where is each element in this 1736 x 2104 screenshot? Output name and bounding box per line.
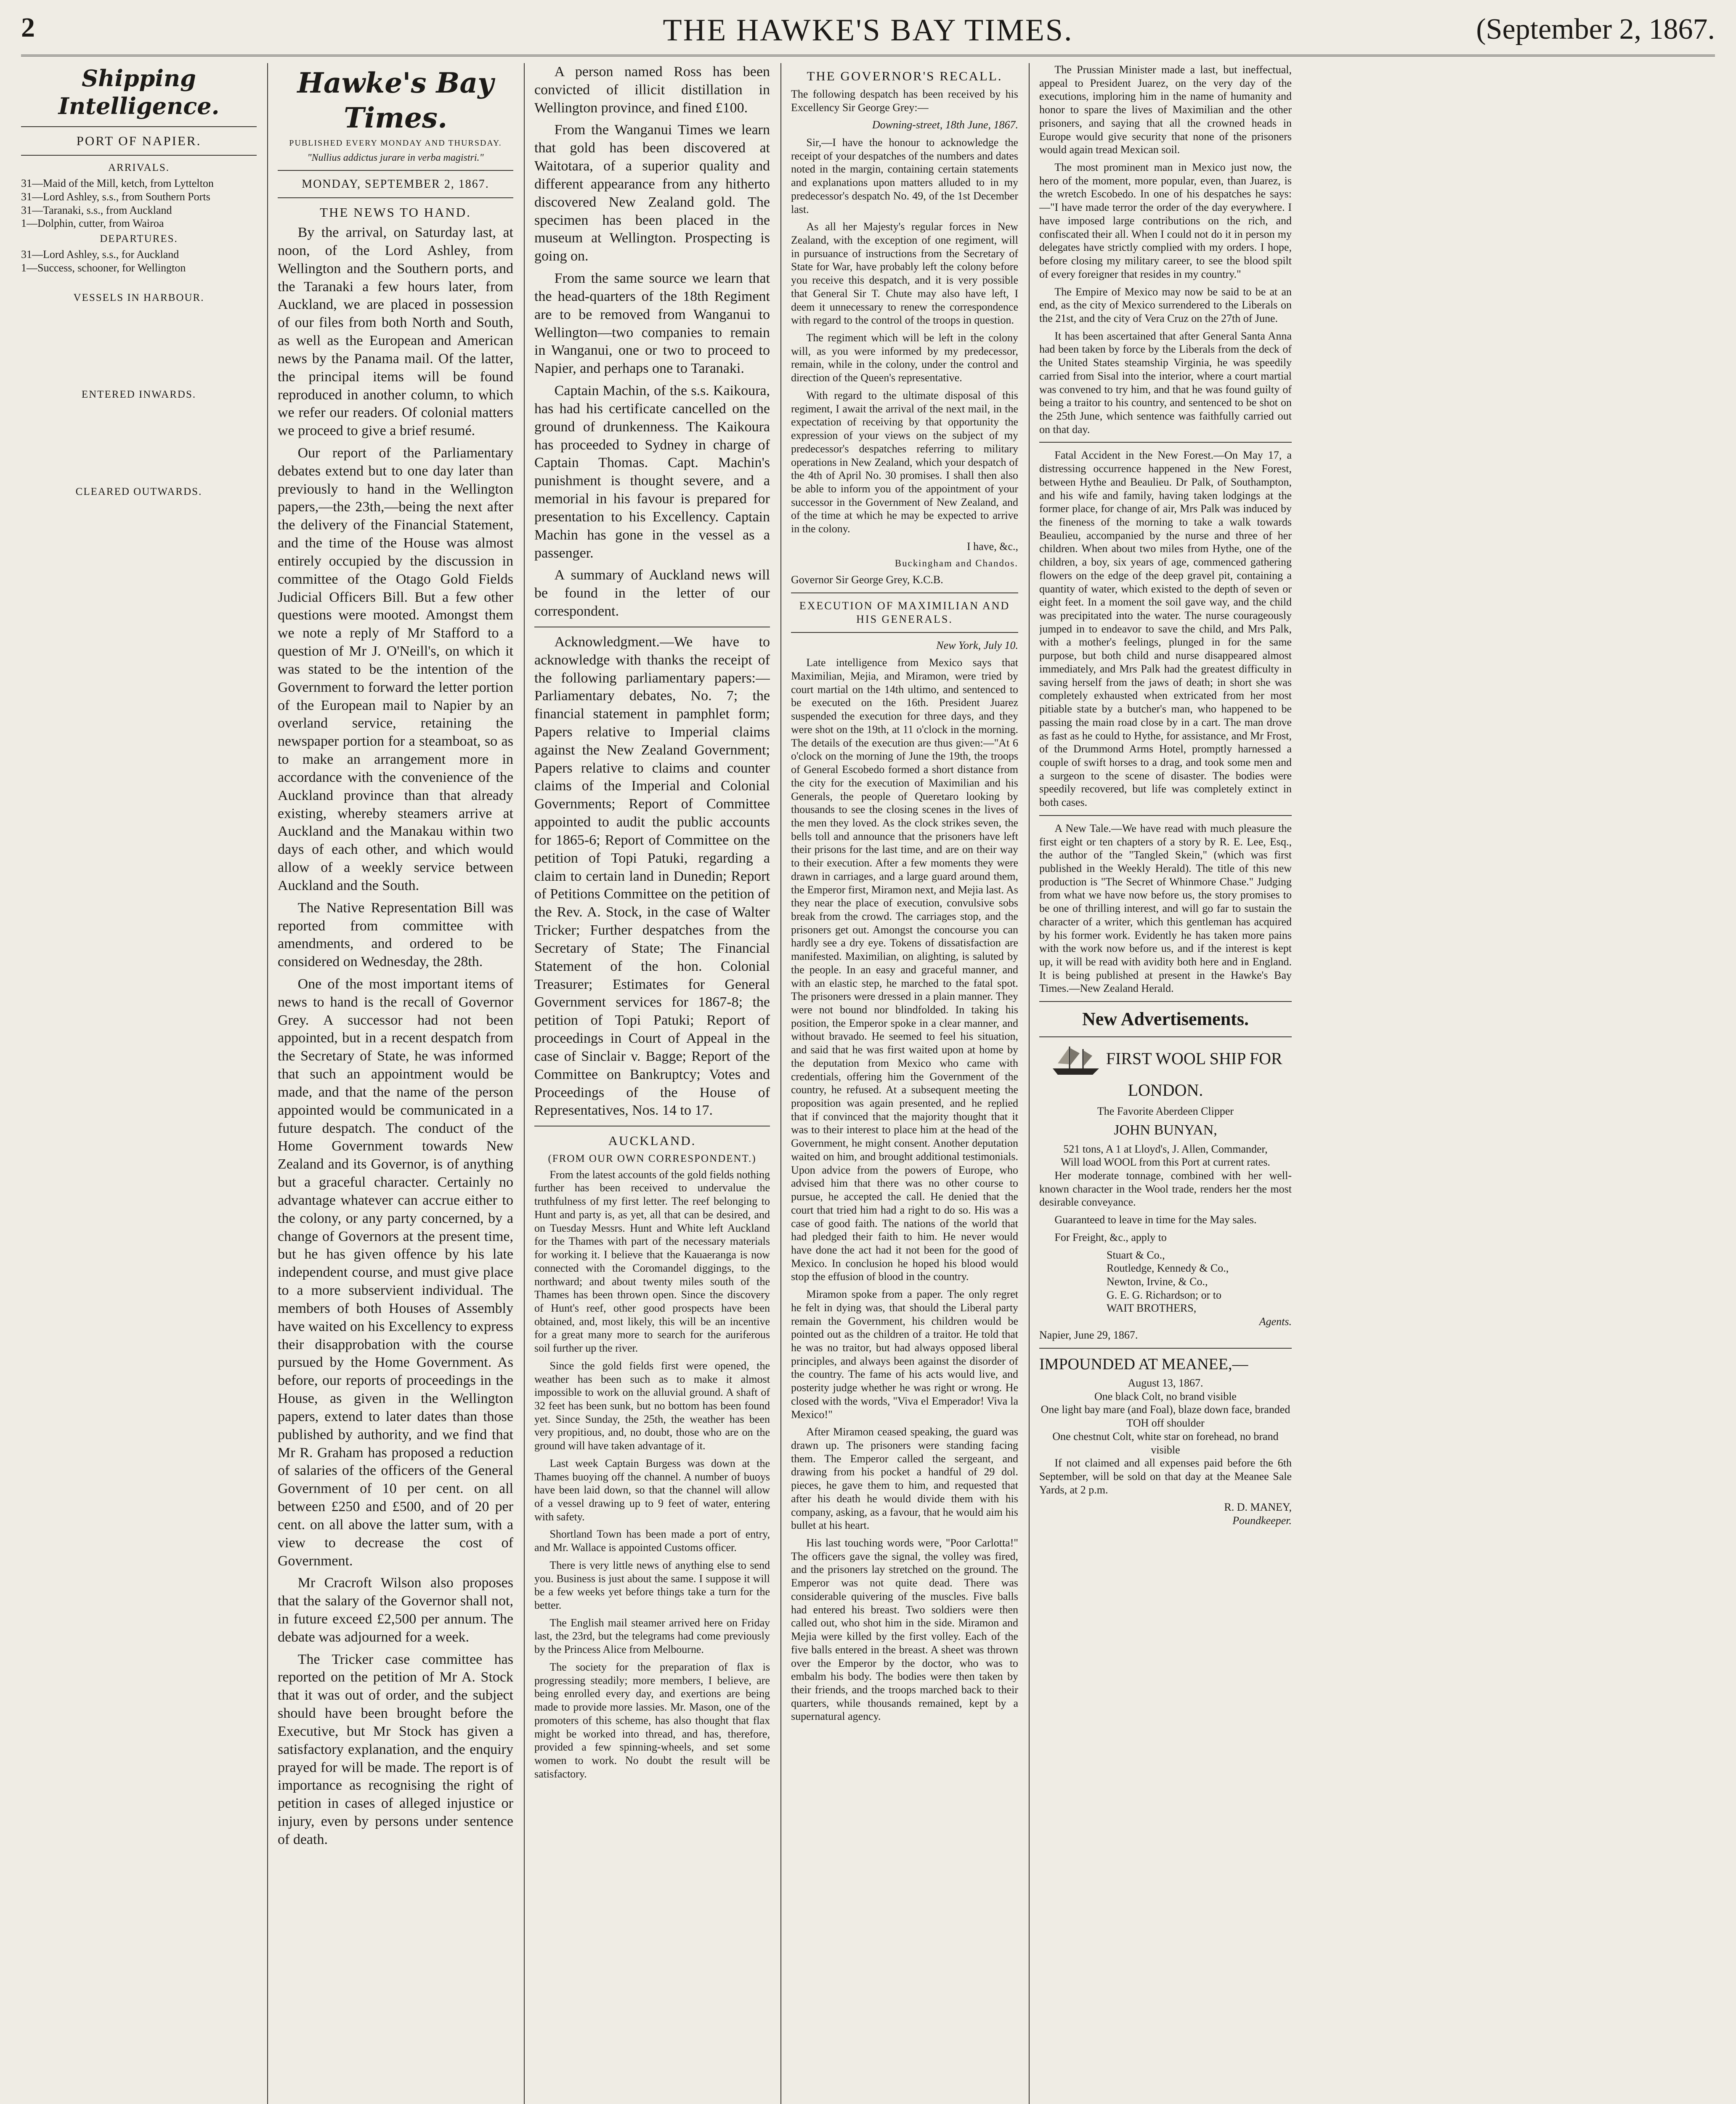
auckland-heading: AUCKLAND. (608, 1133, 696, 1148)
editorial-column (278, 63, 513, 2104)
agents-list (1039, 1249, 1292, 1315)
recall-dateline: Downing-street, 18th June, 1867. (872, 119, 1018, 131)
editorial-paragraph: From the same source we learn that the head-quarters of the 18th Regiment are to be removed from Wanganui to Wellington—two companies to remain in Wanganui, one or two to proceed to Napier, and perhaps one to Taranaki. (534, 271, 770, 377)
departure-entry: 1—Success, schooner, for Wellington (21, 262, 186, 274)
editorial-paragraph: By the arrival, on Saturday last, at noon, of the Lord Ashley, from Wellington and the Southern ports, and the Taranaki a few hours later, from Auckland, we are placed in possession of our files from both North and South, as well as the European and American news by the Panama mail. Of the latter, the principal items will be found reproduced in another column, to which we refer our readers. Of colonial matters we proceed to give a brief resumé. (278, 225, 513, 439)
impounded-date: August 13, 1867. (1128, 1376, 1203, 1389)
auckland-paragraph: Since the gold fields first were opened, the weather has been such as to make it almost impossible to work on the alluvial ground. A shaft of 32 feet has been sunk, but no bottom has been found yet. Since Sunday, the 25th, the weather has been very propitious, and, no doubt, those who are on the ground will have taken advantage of it. (534, 1359, 770, 1452)
issue-date: (September 2, 1867. (1476, 13, 1715, 45)
editorial-paragraph: Mr Cracroft Wilson also proposes that the salary of the Governor shall not, in future exceed £2,500 per annum. The debate was adjourned for a week. (278, 1575, 513, 1645)
ship-name: JOHN BUNYAN, (1114, 1122, 1217, 1138)
departures-heading: DEPARTURES. (100, 233, 178, 244)
ship-guarantee: Guaranteed to leave in time for the May sales. (1054, 1214, 1257, 1226)
ship-subtitle: The Favorite Aberdeen Clipper (1097, 1105, 1234, 1118)
new-tale-notice: A New Tale.—We have read with much pleasure the first eight or ten chapters of a story by R. E. Lee, Esq., the author of the "Tangled Skein," (which was first published in the Weekly Herald). The title of this new production is "The Secret of Whinmore Chase." Judging from what we have now before us, the story promises to be one of thrilling interest, and will go far to sustain the character of a writer, which this gentleman has acquired by his former work. Evidently he has taken more pains with the work now before us, and if the interest is kept up, it will be read with avidity both here and in England. It is being published at present in the Hawke's Bay Times.—New Zealand Herald. (1039, 822, 1292, 995)
new-ads-heading: New Advertisements. (1082, 1009, 1249, 1030)
editorial-text (278, 224, 513, 1849)
impounded-animal: One chestnut Colt, white star on forehead, no brand visible (1052, 1430, 1279, 1456)
mexico-continued (1039, 63, 1292, 436)
impounded-notice (1039, 1355, 1292, 1528)
news-heading: THE NEWS TO HAND. (320, 205, 471, 220)
editorial-paragraph: Our report of the Parliamentary debates extend but to one day later than previously to hand in the Wellington papers,—the 23th,—being the next after the delivery of the Financial Statement, and the time of the House was almost entirely occupied by the discussion in committee of the Otago Gold Fields Judicial Officers Bill. But a few other questions were mooted. Amongst them we note a reply of Mr Stafford to a question of Mr J. O'Neill's, on which it was stated to be the intention of the Government to forward the letter portion of the European mail to Napier by an overland service, retaining the newspaper portion for a steamboat, so as to make an arrangement more in accordance with the convenience of the Auckland province than that already existing, whereby steamers arrive at Auckland and the Manakau within two days of each other, and which would allow of a weekly service between Auckland and the South. (278, 445, 513, 893)
recall-paragraph: Sir,—I have the honour to acknowledge the receipt of your despatches of the numbers and dates noted in the margin, containing certain statements and explanations upon matters alluded to in my predecessor's despatch No. 49, of the 1st December last. (791, 136, 1018, 215)
ship-freight: For Freight, &c., apply to (1054, 1231, 1167, 1243)
agent-name: Routledge, Kennedy & Co., (1107, 1262, 1229, 1275)
editorial-paragraph: The Tricker case committee has reported on the petition of Mr A. Stock that it was out of order, and the subject should have been brought before the Executive, but Mr Stock has given a satisfactory explanation, and the enquiry prayed for will be made. The report is of importance as recognising the right of petition in cases of alleged injustice or injury, even by persons under sentence of death. (278, 1651, 513, 1847)
editorial-continued-text (534, 63, 770, 621)
port-heading: PORT OF NAPIER. (76, 133, 202, 148)
recall-paragraph: The regiment which will be left in the colony will, as you were informed by my predecessor, remain, while in the colony, under the control and direction of the Queen's representative. (791, 332, 1018, 384)
agents-label: Agents. (1259, 1315, 1292, 1328)
recall-addressee: Governor Sir George Grey, K.C.B. (791, 574, 943, 586)
newspaper-title: THE HAWKE'S BAY TIMES. (663, 13, 1073, 48)
execution-heading: EXECUTION OF MAXIMILIAN AND HIS GENERALS. (799, 600, 1010, 625)
arrival-entry: 1—Dolphin, cutter, from Wairoa (21, 217, 164, 230)
editorial-paragraph: Captain Machin, of the s.s. Kaikoura, has had his certificate cancelled on the ground of drunkenness. The Kaikoura has proceeded to Sydney in charge of Captain Thomas. Capt. Machin's punishment is thought severe, and a memorial in his favour is prepared for presentation to his Excellency. Captain Machin has gone in the vessel as a passenger. (534, 383, 770, 561)
auckland-paragraph: From the latest accounts of the gold fields nothing further has been received to undervalue the truthfulness of my first letter. The reef belonging to Hunt and party is, as yet, all that can be desired, and on Tuesday Messrs. Hunt and White left Auckland for the Thames with part of the necessary materials for working it. I believe that the Kauaeranga is now connected with the Coromandel diggings, to the northward; and about twenty miles south of the Thames has been thrown open. Since the discovery of Hunt's reef, other good prospects have been obtained, and, most likely, this will be an incentive for a great many more to search for the auriferous soil further up the river. (534, 1168, 770, 1355)
columns (21, 63, 1715, 2104)
editorial-paragraph: A summary of Auckland news will be found in the letter of our correspondent. (534, 567, 770, 619)
agent-name: G. E. G. Richardson; or to (1107, 1288, 1221, 1301)
recall-closing: I have, &c., (966, 540, 1018, 553)
arrivals-heading: ARRIVALS. (108, 162, 170, 173)
published-line: PUBLISHED EVERY MONDAY AND THURSDAY. (289, 138, 502, 148)
column-rule (524, 63, 525, 2104)
arrival-entry: 31—Taranaki, s.s., from Auckland (21, 204, 172, 216)
auckland-paragraph: Shortland Town has been made a port of entry, and Mr. Wallace is appointed Customs officer. (534, 1528, 770, 1554)
agent-name: Stuart & Co., (1107, 1249, 1165, 1261)
mexico-paragraph: It has been ascertained that after General Santa Anna had been taken by force by the Liberals from the deck of the United States steamship Virginia, he was speedily carried from Sisal into the interior, where a court martial was convened to try him, and that he was found guilty of being a traitor to his country, and sentenced to be shot on the 25th June, which sentence was faithfully carried out on that day. (1039, 329, 1292, 436)
page-header (21, 8, 1715, 56)
execution-paragraph: Miramon spoke from a paper. The only regret he felt in dying was, that should the Liberal party remain the Government, his children would be pointed out as the children of a traitor. He told that he was no traitor, but had always opposed liberal principles, and always been against the disorder of the country. The fame of his acts would live, and posterity judge whether he was right or wrong. He closed with the words, "Viva el Emperador! Viva la Mexico!" (791, 1288, 1018, 1421)
recall-heading: THE GOVERNOR'S RECALL. (807, 69, 1003, 83)
column-rule (780, 63, 781, 2104)
execution-report (791, 656, 1018, 1723)
recall-paragraph: As all her Majesty's regular forces in New Zealand, with the exception of one regiment, will in pursuance of instructions from the Secretary of State for War, have probably left the colony before you receive this despatch, and it is very possible that General Sir T. Chute may also have left, I deem it unnecessary to renew the correspondence with regard to the control of the troops in question. (791, 220, 1018, 327)
execution-paragraph: His last touching words were, "Poor Carlotta!" The officers gave the signal, the volley was fired, and the prisoners lay stretched on the ground. The Emperor was not quite dead. There was considerable quivering of the muscles. Five balls had entered his breast. Two soldiers were then called out, who shot him in the side. Miramon and Mejia were killed by the first volley. Each of the five balls entered in the breast. A sheet was thrown over the Emperor by the doctor, who was to embalm his body. The bodies were then taken by their friends, and the troops marched back to their quarters, while thousands remained, kept by a supernatural agency. (791, 1537, 1018, 1723)
auckland-paragraph: The society for the preparation of flax is progressing steadily; more members, I believe, are being enrolled every day, and exertions are being made to provide more lassies. Mr. Mason, one of the promoters of this scheme, has also thought that flax might be worked into thread, and has, therefore, provided a few spinning-wheels, and set some women to work. No doubt the result will be satisfactory. (534, 1660, 770, 1780)
agent-name: WAIT BROTHERS, (1107, 1302, 1197, 1315)
page-number: 2 (21, 12, 35, 43)
impounded-animal: One light bay mare (and Foal), blaze down face, branded TOH off shoulder (1041, 1403, 1290, 1429)
impounded-title: IMPOUNDED AT MEANEE,— (1039, 1355, 1248, 1373)
auckland-paragraph: Last week Captain Burgess was down at the Thames buoying off the channel. A number of buoys have been laid down, so that the channel will allow of a vessel drawing up to 9 feet of water, entering with safety. (534, 1457, 770, 1523)
execution-paragraph: After Miramon ceased speaking, the guard was drawn up. The prisoners were standing facing them. The Emperor called the sergeant, and drawing from his pocket a handful of 29 dol. pieces, he gave them to him, and requested that after his death he would divide them with his company, asking, as a favour, that he would aim his bullet at his heart. (791, 1426, 1018, 1532)
recall-signature: Buckingham and Chandos. (895, 558, 1018, 569)
motto: "Nullius addictus jurare in verba magistri." (307, 152, 484, 163)
shipping-column (21, 63, 257, 2104)
departures-list (21, 248, 257, 274)
wool-ship-ad (1039, 1043, 1292, 1342)
execution-dateline: New York, July 10. (936, 639, 1018, 651)
ship-will-load: Will load WOOL from this Port at current rates. (1061, 1156, 1270, 1169)
auckland-paragraph: There is very little news of anything else to send you. Business is just about the same. I suppose it will be a few weeks yet before things take a turn for the better. (534, 1559, 770, 1612)
editorial-date: MONDAY, SEPTEMBER 2, 1867. (302, 177, 489, 191)
poundkeeper-title: Poundkeeper. (1232, 1514, 1292, 1527)
arrival-entry: 31—Maid of the Mill, ketch, from Lyttelton (21, 177, 214, 190)
poundkeeper-name: R. D. MANEY, (1224, 1501, 1292, 1514)
fatal-accident-notice: Fatal Accident in the New Forest.—On May 17, a distressing occurrence happened in the New Forest, between Hythe and Beaulieu. Dr Palk, of Southampton, and his wife and family, having taken lodgings at the former place, for change of air, Mrs Palk was induced by the fineness of the morning to take a walk towards Beaulieu, accompanied by the nurse and three of her children. When about two miles from Hythe, one of the children, a boy, six years of age, commenced gathering flowers on the edge of the deep gravel pit, containing a quantity of water, which existed to the depth of seven or eight feet. In a moment the soil gave way, and the child was precipitated into the water. The nurse courageously jumped in to endeavor to save the child, and Mrs Palk, with a mother's feelings, plunged in for the same purpose, but both child and nurse disappeared almost immediately, and Mrs Palk had the greatest difficulty in saving herself from the jaws of death; in short she was completely exhausted when extricated from her most pitiable state by a butcher's man, who happened to be passing the main road close by in a cart. The man drove as fast as he could to Hythe, for assistance, and Mr Frost, of the Drummond Arms Hotel, promptly harnessed a couple of swift horses to a drag, and took some men and a surgeon to the scene of disaster. The bodies were speedily recovered, but life was completely extinct in both cases. (1039, 449, 1292, 809)
ship-ad-date: Napier, June 29, 1867. (1039, 1328, 1138, 1341)
auckland-letter (534, 1168, 770, 1781)
impounded-terms: If not claimed and all expenses paid before the 6th September, will be sold on that day at the Meanee Sale Yards, at 2 p.m. (1039, 1457, 1292, 1496)
column-rule (267, 63, 268, 2104)
auckland-subheading: (FROM OUR OWN CORRESPONDENT.) (548, 1153, 757, 1165)
acknowledgment-notice: Acknowledgment.—We have to acknowledge with thanks the receipt of the following parliamentary papers:—Parliamentary debates, No. 7; the financial statement in pamphlet form; Papers relative to Imperial claims against the New Zealand Government; Papers relative to claims and counter claims of the Imperial and Colonial Governments; Report of Committee appointed to audit the public accounts for 1865-6; Report of Committee on the petition of Topi Patuki, regarding a claim to certain land in Dunedin; Report of Petitions Committee on the petition of the Rev. A. Stock, in the case of Walter Tricker; Further despatches from the Secretary of State; The Financial Statement of the hon. Colonial Treasurer; Estimates for General Government services for 1867-8; the petition of Topi Patuki; Report of proceedings in Court of Appeal in the case of Sinclair v. Bagge; Report of the Committee on Bankruptcy; Votes and Proceedings of the House of Representatives, Nos. 14 to 17. (534, 634, 770, 1118)
recall-letter (791, 136, 1018, 536)
auckland-paragraph: The English mail steamer arrived here on Friday last, the 23rd, but the telegrams had come previously by the Princess Alice from Melbourne. (534, 1616, 770, 1656)
editorial-paragraph: One of the most important items of news to hand is the recall of Governor Grey. A successor had not been appointed, but in a recent despatch from the Secretary of State, he was informed that such an appointment would be made, and that the name of the person appointed would be communicated in a future despatch. The conduct of the Home Government towards New Zealand and its Governor, is of anything but a graceful character. Certainly no advantage whatever can accrue either to the colony, or any party concerned, by a change of Governors at the present time, but he has given offence by his late independent course, and must give place to a more subservient individual. The members of both Houses of Assembly have waited on his Excellency to express their disapprobation with the course pursued by the Home Government. As before, our reports of proceedings in the House, as given in the Wellington papers, extend to later dates than those published by authority, and we find that Mr R. Graham has proposed a reduction of salaries of the officers of the General Government of 10 per cent. on all between £250 and £500, and of 20 per cent. on all above the latter sum, with a view to decrease the cost of Government. (278, 976, 513, 1569)
ship-details: 521 tons, A 1 at Lloyd's, J. Allen, Commander, (1063, 1142, 1268, 1155)
notices-column (1039, 63, 1292, 2104)
wool-ship-title: FIRST WOOL SHIP FOR LONDON. (1106, 1049, 1282, 1100)
arrival-entry: 31—Lord Ashley, s.s., from Southern Ports (21, 190, 210, 203)
impounded-items (1039, 1390, 1292, 1457)
sailing-ship-icon (1049, 1043, 1103, 1080)
column-rule (1029, 63, 1030, 2104)
shipping-heading: Shipping Intelligence. (58, 65, 220, 120)
mexico-paragraph: The Empire of Mexico may now be said to be at an end, as the city of Mexico surrendered to the Liberals on the 21st, and the city of Vera Cruz on the 27th of June. (1039, 285, 1292, 324)
ship-body: Her moderate tonnage, combined with her well-known character in the Wool trade, renders her the most desirable conveyance. (1039, 1169, 1292, 1209)
cleared-heading: CLEARED OUTWARDS. (75, 486, 202, 497)
masthead-title: Hawke's Bay Times. (297, 66, 494, 135)
mexico-paragraph: The most prominent man in Mexico just now, the hero of the moment, more popular, even, than Juarez, is the wretch Escobedo. In one of his despatches he says:—"I have made terror the order of the day everywhere. I have imposed large contributions on the rich, and confiscated their all. When I could not do it in person my delegates have strictly complied with my orders. I hope, before closing my military career, to see the blood spilt of every foreigner that resides in my country." (1039, 161, 1292, 280)
recall-intro: The following despatch has been received by his Excellency Sir George Grey:— (791, 88, 1018, 114)
vessels-heading: VESSELS IN HARBOUR. (73, 292, 204, 303)
agent-name: Newton, Irvine, & Co., (1107, 1275, 1208, 1288)
recall-paragraph: With regard to the ultimate disposal of this regiment, I await the arrival of the next mail, in the expectation of receiving by that opportunity the expression of your views on the subject of my predecessor's despatches referring to military operations in New Zealand, which your despatch of the 4th of April No. 30 promises. I shall then also be able to inform you of the appointment of your successor in the Government of New Zealand, and of the time at which he may be expected to arrive in the colony. (791, 389, 1018, 535)
editorial-paragraph: The Native Representation Bill was reported from committee with amendments, and ordered to be considered on Wednesday, the 28th. (278, 900, 513, 970)
mexico-paragraph: The Prussian Minister made a last, but ineffectual, appeal to President Juarez, on the very day of the executions, imploring him in the name of humanity and honor to spare the lives of Maximilian and the other prisoners, and saying that all the crowned heads in Europe would give security that none of the prisoners would again tread Mexican soil. (1039, 64, 1292, 156)
entered-heading: ENTERED INWARDS. (81, 389, 196, 401)
departure-entry: 31—Lord Ashley, s.s., for Auckland (21, 248, 179, 261)
impounded-animal: One black Colt, no brand visible (1094, 1390, 1237, 1403)
editorial-paragraph: From the Wanganui Times we learn that gold has been discovered at Waitotara, of a superior quality and different appearance from any hitherto discovered New Zealand gold. The specimen has been placed in the museum at Wellington. Prospecting is going on. (534, 122, 770, 264)
arrivals-list (21, 177, 257, 230)
recall-column (791, 63, 1018, 2104)
execution-paragraph: Late intelligence from Mexico says that Maximilian, Mejia, and Miramon, were tried by court martial on the 14th ultimo, and sentenced to be executed on the 16th. President Juarez suspended the execution for three days, and they were shot on the 19th, at 11 o'clock in the morning. The details of the execution are thus given:—"At 6 o'clock on the morning of June the 19th, the troops of General Escobedo formed a short distance from the city for the execution of Maximilian and his Generals, the people of Queretaro looking by thousands to see the closing scenes in the lives of the men they loved. As the clock strikes seven, the bells toll and announce that the prisoners have left their prisons for the last time, and are on their way to their execution. After a few moments they were drawn in carriages, and a large guard around them, the Emperor first, Miramon next, and Mejia last. As they near the place of execution, convulsive sobs break from the crowd. The carriages stop, and the prisoners get out. Amongst the concourse you can hardly see a dry eye. Tokens of dissatisfaction are manifested. Maximilian, on alighting, is saluted by the people. In an easy and graceful manner, and with an elastic step, he marched to the fatal spot. The prisoners were dressed in a plain manner. They were not bound nor blindfolded. In taking his position, the Emperor spoke in a clear manner, and without bravado. He seemed to feel his situation, and said that he was first waited upon at home by the deputation from Mexico who came with credentials, offering him the Government of the country, he refused. At a subsequent meeting the proposition was again presented, and he replied that if convinced that the majority thought that it was to their interest to place him at the head of the Government, he might consent. Another deputation waited on him, and brought additional testimonials. Upon advice from the powers of Europe, who advised him that there was no other course to pursue, he accepted the call. He denied that the court that tried him had a right to do so. His was a case of good faith. The nations of the world that had pledged their faith to him. He never would have done the act had it not been for the good of Mexico. In conclusion he hoped his blood would stop the effusion of blood in the country. (791, 656, 1018, 1283)
editorial-paragraph: A person named Ross has been convicted of illicit distillation in Wellington province, and fined £100. (534, 64, 770, 116)
editorial-continued-column (534, 63, 770, 2104)
